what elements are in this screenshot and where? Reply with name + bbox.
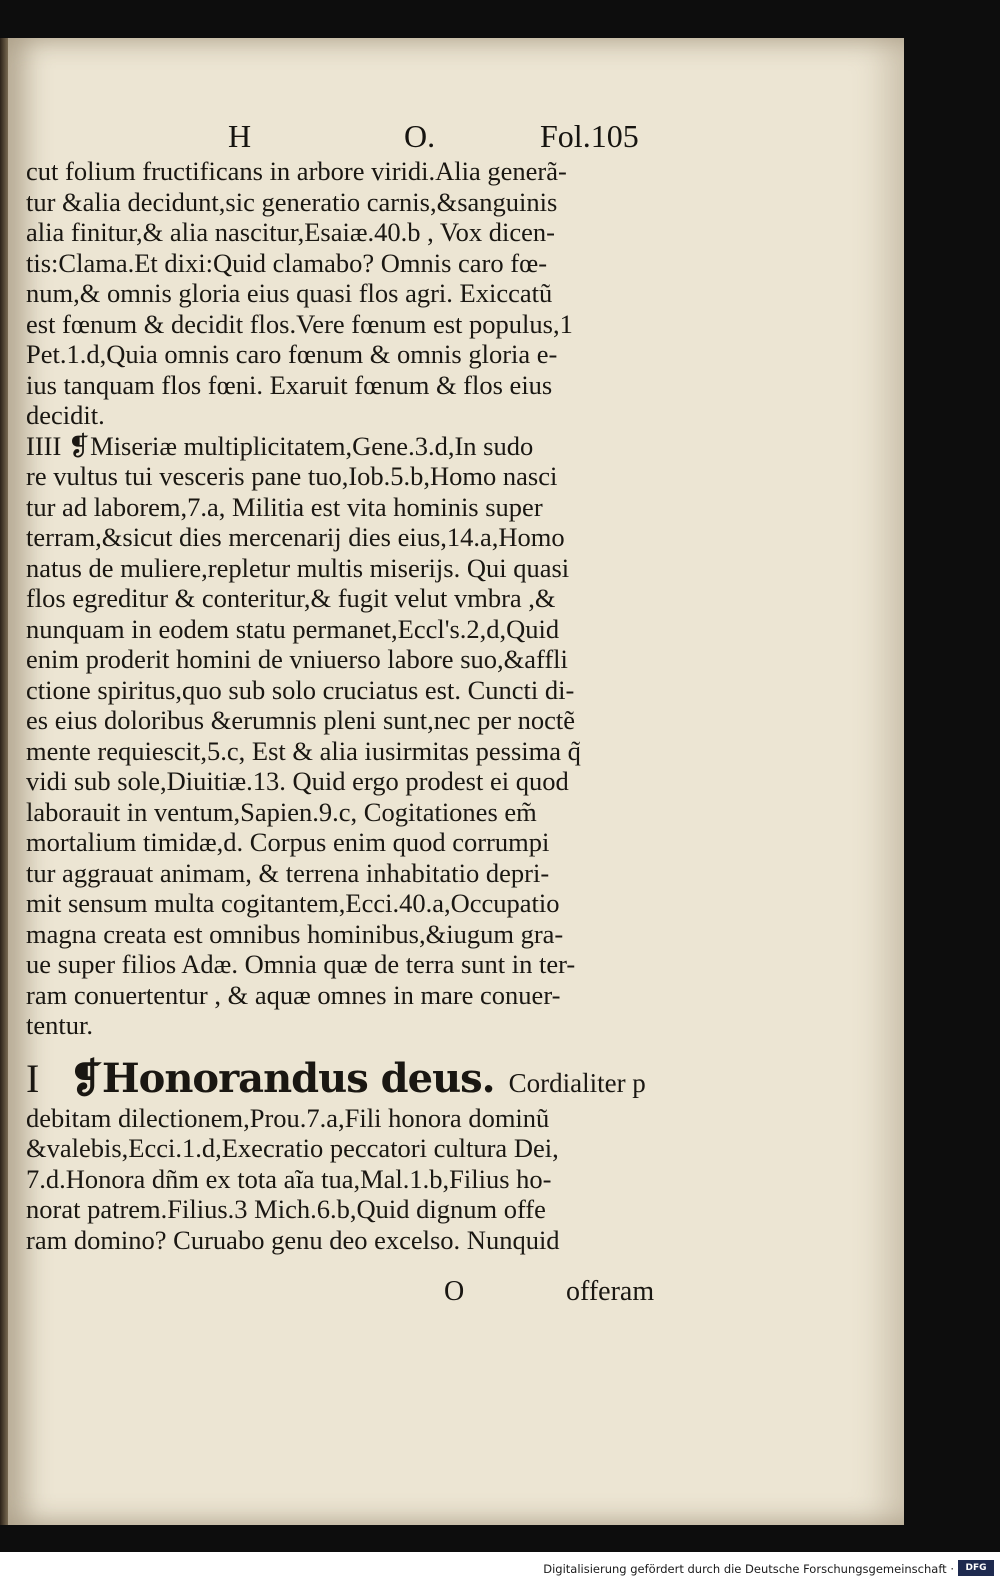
text-line: ue super filios Adæ. Omnia quæ de terra sunt in ter-	[26, 949, 576, 979]
text-line: tis:Clama.Et dixi:Quid clamabo? Omnis caro fœ-	[26, 247, 548, 278]
catchword: offeram	[566, 1276, 655, 1307]
digitization-footer	[0, 1552, 1000, 1588]
header-center-letter: O.	[404, 118, 436, 154]
text-line: IIII ❡Miseriæ multiplicitatem,Gene.3.d,In sudo	[26, 430, 534, 461]
folio-number: Fol.105	[540, 118, 639, 154]
text-line: nunquam in eodem statu permanet,Eccl's.2,d,Quid	[26, 613, 560, 644]
text-line: flos egreditur & conteritur,& fugit velut vmbra ,&	[26, 583, 556, 613]
text-line: enim proderit homini de vniuerso labore suo,&affli	[26, 644, 568, 674]
text-line: mente requiescit,5.c, Est & alia iusirmitas pessima q̃	[26, 735, 581, 766]
text-line: magna creata est omnibus hominibus,&iugum gra-	[26, 918, 564, 949]
text-line: terram,&sicut dies mercenarij dies eius,14.a,Homo	[26, 522, 565, 552]
text-line: alia finitur,& alia nascitur,Esaiæ.40.b , Vox dicen-	[26, 217, 555, 247]
text-line: ram domino? Curuabo genu deo excelso. Nunquid	[26, 1224, 560, 1255]
text-line: num,& omnis gloria eius quasi flos agri. Exiccatũ	[26, 278, 553, 308]
text-line: Pet.1.d,Quia omnis caro fœnum & omnis gloria e-	[26, 339, 558, 369]
signature-mark: O	[444, 1276, 465, 1307]
text-line: cut folium fructificans in arbore viridi.Alia generã-	[26, 156, 567, 186]
text-line: ius tanquam flos fœni. Exaruit fœnum & flos eius	[26, 369, 553, 400]
text-line: ram conuertentur , & aquæ omnes in mare conuer-	[26, 979, 561, 1010]
text-line: ctione spiritus,quo sub solo cruciatus est. Cuncti di-	[26, 674, 575, 705]
text-line: norat patrem.Filius.3 Mich.6.b,Quid dignum offe	[26, 1194, 546, 1224]
header-left-letter: H	[228, 118, 252, 154]
text-line: tur ad laborem,7.a, Militia est vita hominis super	[26, 491, 543, 522]
text-line: decidit.	[26, 400, 105, 430]
text-line: est fœnum & decidit flos.Vere fœnum est populus,1	[26, 308, 573, 339]
text-line: re vultus tui vesceris pane tuo,Iob.5.b,Homo nasci	[26, 461, 558, 491]
text-line: tur &alia decidunt,sic generatio carnis,&sanguinis	[26, 186, 558, 217]
section-heading	[26, 1055, 702, 1103]
dfg-logo-icon: DFG	[958, 1560, 994, 1576]
section-number: I	[26, 1055, 40, 1101]
text-line: mortalium timidæ,d. Corpus enim quod corrumpi	[26, 827, 550, 857]
text-line: laborauit in ventum,Sapien.9.c, Cogitationes em̃	[26, 796, 537, 827]
section-gap	[26, 1041, 702, 1055]
text-line: 7.d.Honora dñm ex tota aĩa tua,Mal.1.b,Filius ho-	[26, 1163, 552, 1194]
text-line: debitam dilectionem,Prou.7.a,Fili honora dominũ	[26, 1102, 550, 1133]
section-title: ❡Honorandus deus.	[69, 1054, 495, 1102]
text-line: vidi sub sole,Diuitiæ.13. Quid ergo prodest ei quod	[26, 766, 569, 796]
text-line: &valebis,Ecci.1.d,Execratio peccatori cultura Dei,	[26, 1133, 559, 1163]
text-line: tentur.	[26, 1010, 93, 1040]
text-line: tur aggrauat animam, & terrena inhabitatio depri-	[26, 857, 550, 888]
text-line: es eius doloribus &erumnis pleni sunt,nec per noctẽ	[26, 705, 576, 735]
funding-notice: Digitalisierung gefördert durch die Deutsche Forschungsgemeinschaft ·	[543, 1562, 954, 1576]
page-text	[26, 156, 702, 1255]
text-line: mit sensum multa cogitantem,Ecci.40.a,Occupatio	[26, 888, 560, 918]
text-line: natus de muliere,repletur multis miserijs. Qui quasi	[26, 552, 570, 583]
catchword-line	[0, 1276, 1000, 1312]
running-header	[0, 118, 1000, 158]
section-heading-continuation: Cordialiter p	[508, 1067, 646, 1098]
